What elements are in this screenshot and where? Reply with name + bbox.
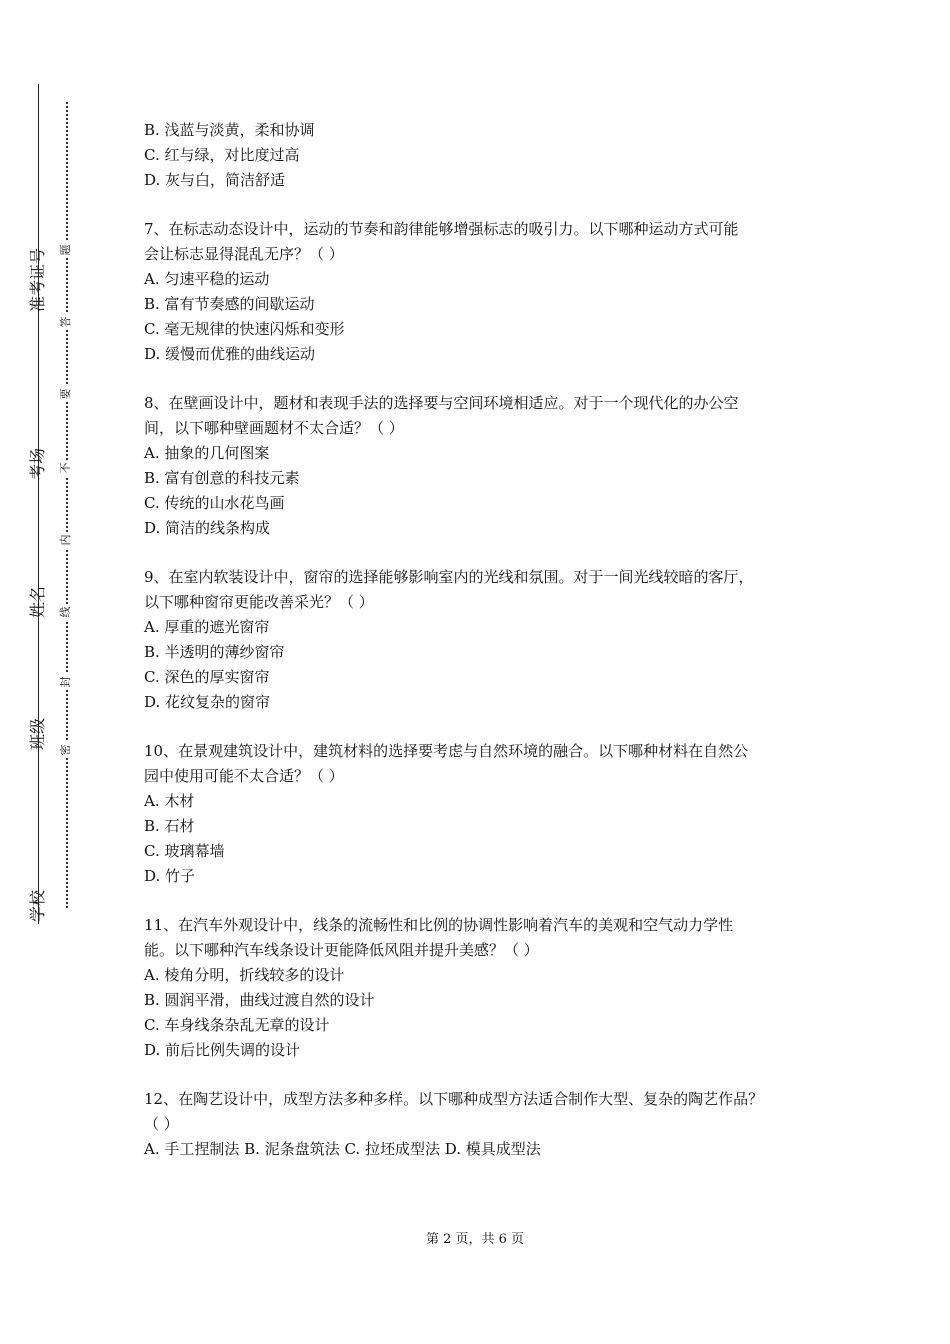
question-9 xyxy=(144,565,824,715)
seal-char: 要 xyxy=(58,386,74,402)
field-school-label: 学校 xyxy=(28,890,47,923)
option-c: C. 红与绿，对比度过高 xyxy=(144,146,300,164)
option-b: B. 富有节奏感的间歇运动 xyxy=(144,295,315,313)
field-name-label: 姓名 xyxy=(28,586,47,619)
option-c: C. 深色的厚实窗帘 xyxy=(144,668,270,686)
option-b: B. 浅蓝与淡黄，柔和协调 xyxy=(144,121,315,139)
seal-char: 题 xyxy=(58,242,74,258)
field-class-label: 班级 xyxy=(28,718,47,751)
option-d: D. 前后比例失调的设计 xyxy=(144,1041,301,1059)
option-a: A. 抽象的几何图案 xyxy=(144,444,270,462)
question-list xyxy=(144,118,824,1162)
binding-dotted-line xyxy=(66,102,68,908)
question-12 xyxy=(144,1087,824,1162)
option-d: D. 花纹复杂的窗帘 xyxy=(144,693,271,711)
seal-char: 线 xyxy=(58,604,74,620)
option-b: B. 半透明的薄纱窗帘 xyxy=(144,643,285,661)
field-exam-room-label: 考场 xyxy=(28,448,47,481)
seal-char: 密 xyxy=(58,742,74,758)
question-stem: 园中使用可能不太合适？（ ） xyxy=(144,767,344,785)
question-stem: 7、在标志动态设计中，运动的节奏和韵律能够增强标志的吸引力。以下哪种运动方式可能 xyxy=(144,220,739,238)
question-stem: 8、在壁画设计中，题材和表现手法的选择要与空间环境相适应。对于一个现代化的办公空 xyxy=(144,394,739,412)
seal-char: 答 xyxy=(58,314,74,330)
page-number: 第 2 页，共 6 页 xyxy=(425,1232,525,1247)
question-10 xyxy=(144,739,824,889)
question-stem: 11、在汽车外观设计中，线条的流畅性和比例的协调性影响着汽车的美观和空气动力学性 xyxy=(144,916,734,934)
binding-solid-line xyxy=(38,84,39,924)
seal-char: 内 xyxy=(58,532,74,548)
question-stem: 间，以下哪种壁画题材不太合适？（ ） xyxy=(144,419,404,437)
question-stem: （ ） xyxy=(144,1115,179,1133)
question-8 xyxy=(144,391,824,541)
question-stem: 9、在室内软装设计中，窗帘的选择能够影响室内的光线和氛围。对于一间光线较暗的客厅， xyxy=(144,568,754,586)
seal-char: 不 xyxy=(58,460,74,476)
question-stem: 10、在景观建筑设计中，建筑材料的选择要考虑与自然环境的融合。以下哪种材料在自然公 xyxy=(144,742,749,760)
question-stem: 12、在陶艺设计中，成型方法多种多样。以下哪种成型方法适合制作大型、复杂的陶艺作品？ xyxy=(144,1090,764,1108)
option-a: A. 匀速平稳的运动 xyxy=(144,270,270,288)
option-b: B. 圆润平滑，曲线过渡自然的设计 xyxy=(144,991,375,1009)
question-stem: 会让标志显得混乱无序？（ ） xyxy=(144,245,344,263)
option-d: D. 缓慢而优雅的曲线运动 xyxy=(144,345,316,363)
option-a: A. 木材 xyxy=(144,792,195,810)
option-c: C. 毫无规律的快速闪烁和变形 xyxy=(144,320,345,338)
field-exam-number-label: 准考证号 xyxy=(28,247,47,312)
option-b: B. 富有创意的科技元素 xyxy=(144,469,300,487)
option-a: A. 厚重的遮光窗帘 xyxy=(144,618,270,636)
question-stem: 以下哪种窗帘更能改善采光？（ ） xyxy=(144,593,374,611)
option-c: C. 传统的山水花鸟画 xyxy=(144,494,285,512)
question-7 xyxy=(144,217,824,367)
question-11 xyxy=(144,913,824,1063)
option-c: C. 玻璃幕墙 xyxy=(144,842,225,860)
question-stem: 能。以下哪种汽车线条设计更能降低风阻并提升美感？（ ） xyxy=(144,941,539,959)
option-d: D. 灰与白，简洁舒适 xyxy=(144,171,286,189)
option-c: C. 车身线条杂乱无章的设计 xyxy=(144,1016,330,1034)
option-b: B. 石材 xyxy=(144,817,195,835)
seal-char: 封 xyxy=(58,674,74,690)
option-d: D. 简洁的线条构成 xyxy=(144,519,271,537)
options-inline: A. 手工捏制法 B. 泥条盘筑法 C. 拉坯成型法 D. 模具成型法 xyxy=(144,1140,541,1158)
question-6-tail xyxy=(144,118,824,193)
option-d: D. 竹子 xyxy=(144,867,196,885)
option-a: A. 棱角分明，折线较多的设计 xyxy=(144,966,345,984)
